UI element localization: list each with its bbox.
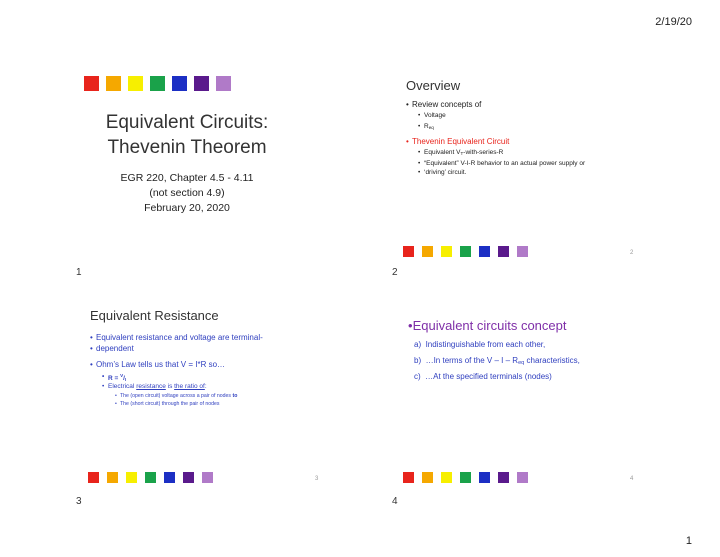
- underlined-text: resistance: [136, 383, 166, 390]
- slide-number-label: 2: [392, 267, 398, 278]
- slide-number: 4: [630, 476, 634, 482]
- sub-bullet: • “Equivalent” V-I-R behavior to an actual power supply or: [424, 160, 585, 167]
- slide-subtitle-line2: (not section 4.9): [149, 187, 225, 199]
- sub-bullet: [108, 373, 126, 382]
- sub-sub-bullet: • The (short circuit) through the pair of nodes: [120, 401, 219, 407]
- slide-title: •Equivalent circuits concept: [408, 318, 567, 333]
- text: :: [204, 383, 207, 390]
- subscript: T: [460, 151, 464, 156]
- slide-number-label: 3: [76, 496, 82, 507]
- color-squares: [403, 246, 536, 257]
- list-text: Indistinguishable from each other,: [425, 340, 546, 349]
- slide-number-label: 1: [76, 267, 82, 278]
- slide-title: Equivalent Resistance: [90, 308, 219, 323]
- color-square: [403, 246, 414, 257]
- color-square: [479, 472, 490, 483]
- slide-2: [388, 44, 703, 280]
- slide-4: [388, 282, 703, 518]
- sub-bullet: [424, 149, 503, 156]
- list-item: [414, 356, 580, 366]
- text: R =: [108, 375, 121, 382]
- color-square: [422, 246, 433, 257]
- color-square: [128, 76, 143, 91]
- color-square: [172, 76, 187, 91]
- list-marker: b): [414, 356, 422, 365]
- color-square: [107, 472, 118, 483]
- slide-subtitle-line3: February 20, 2020: [144, 202, 230, 214]
- list-text: characteristics,: [524, 356, 580, 365]
- sub-sub-bullet: [120, 393, 237, 399]
- color-square: [403, 472, 414, 483]
- list-text: …At the specified terminals (nodes): [425, 372, 552, 381]
- color-square: [202, 472, 213, 483]
- color-square: [216, 76, 231, 91]
- req-text: R: [424, 123, 429, 130]
- sub-bullet: [108, 383, 207, 390]
- subscript: I: [124, 377, 127, 382]
- bold-text: to: [232, 393, 238, 399]
- text: Electrical: [108, 383, 137, 390]
- color-square: [441, 472, 452, 483]
- color-square: [498, 246, 509, 257]
- color-squares: [88, 472, 221, 483]
- color-square: [145, 472, 156, 483]
- bullet: • Ohm’s Law tells us that V = I*R so…: [96, 360, 225, 369]
- color-square: [422, 472, 433, 483]
- text: -with-series-R: [463, 149, 504, 156]
- subscript: eq: [518, 360, 525, 366]
- slide-title-text: Equivalent circuits concept: [412, 318, 567, 333]
- color-square: [460, 472, 471, 483]
- color-square: [517, 246, 528, 257]
- color-square: [460, 246, 471, 257]
- underlined-text: the ratio of: [174, 383, 205, 390]
- color-square: [164, 472, 175, 483]
- color-square: [88, 472, 99, 483]
- color-squares: [84, 76, 238, 91]
- slide-subtitle-line1: EGR 220, Chapter 4.5 - 4.11: [120, 172, 254, 184]
- list-text: …In terms of the V – I – R: [425, 356, 519, 365]
- text: is: [165, 383, 175, 390]
- slide-1: [62, 44, 377, 280]
- bullet: • Review concepts of: [412, 100, 481, 109]
- slide-3: [62, 282, 377, 518]
- color-square: [517, 472, 528, 483]
- slide-number-label: 4: [392, 496, 398, 507]
- text: /: [123, 375, 125, 382]
- color-square: [479, 246, 490, 257]
- slide-title: Overview: [406, 78, 461, 93]
- color-square: [194, 76, 209, 91]
- text: Equivalent V: [424, 149, 461, 156]
- superscript: V: [120, 373, 124, 378]
- slide-number: 3: [315, 476, 319, 482]
- slide-number: 2: [630, 250, 634, 256]
- list-marker: c): [414, 372, 421, 381]
- list-item: [414, 340, 545, 349]
- color-square: [498, 472, 509, 483]
- color-squares: [403, 472, 536, 483]
- sub-bullet: [424, 123, 434, 130]
- text: The (open circuit) voltage across a pair of nodes: [120, 393, 233, 399]
- color-square: [126, 472, 137, 483]
- bullet: • Equivalent resistance and voltage are terminal-: [96, 333, 263, 342]
- req-subscript: eq: [428, 125, 434, 130]
- sub-bullet-continuation: • ‘driving’ circuit.: [424, 169, 466, 176]
- color-square: [183, 472, 194, 483]
- bullet-continuation: • dependent: [96, 344, 134, 353]
- sub-bullet: • Voltage: [424, 112, 446, 119]
- slide-title-line1: Equivalent Circuits:: [105, 112, 269, 133]
- color-square: [106, 76, 121, 91]
- header-date: 2/19/20: [655, 16, 692, 28]
- color-square: [150, 76, 165, 91]
- slide-title-line2: Thevenin Theorem: [107, 137, 267, 158]
- list-marker: a): [414, 340, 422, 349]
- color-square: [84, 76, 99, 91]
- list-item: [414, 372, 552, 381]
- color-square: [441, 246, 452, 257]
- page-number: 1: [685, 535, 692, 547]
- bullet-highlight: • Thevenin Equivalent Circuit: [412, 137, 509, 146]
